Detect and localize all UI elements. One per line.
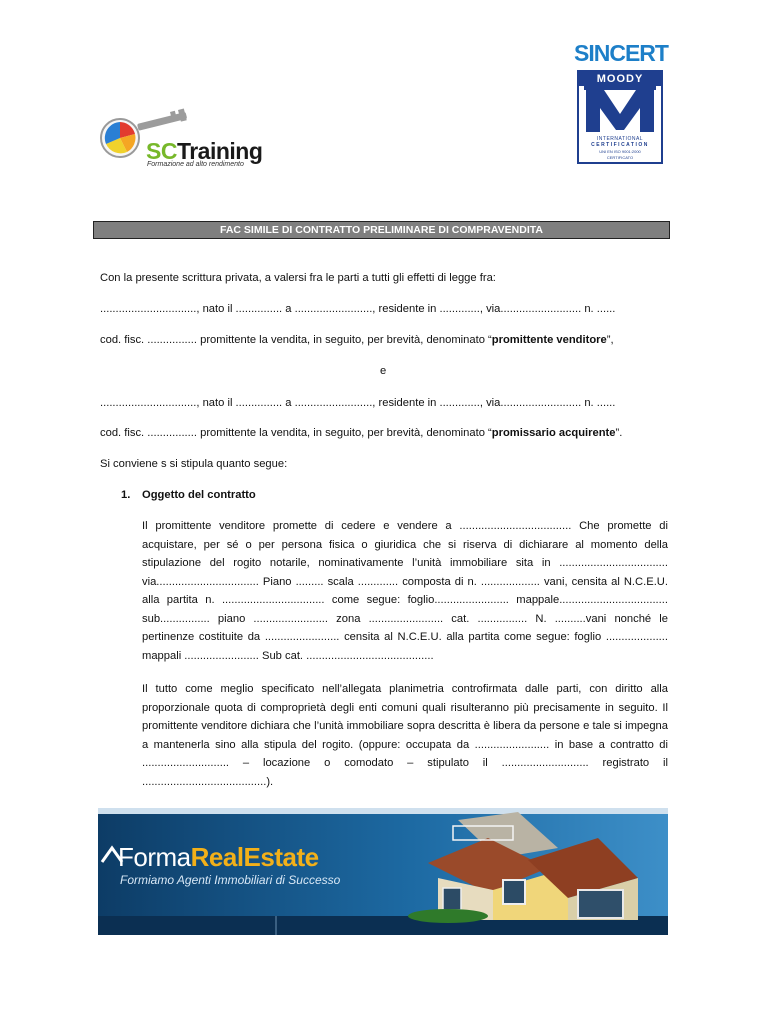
conjunction: e — [380, 365, 387, 377]
cert-line-standard: UNI EN ISO 9001:2000 — [599, 149, 641, 154]
party1-details: ..............................., nato il ............... a ........................., residente in ............., via.......................... n. ...... — [100, 303, 616, 315]
section-heading: Oggetto del contratto — [142, 489, 256, 501]
cert-line-certification: CERTIFICATION — [591, 142, 649, 148]
section-number: 1. — [121, 489, 131, 501]
sc-training-tagline: Formazione ad alto rendimento — [147, 161, 244, 168]
party2-tax-code: cod. fisc. ................ promittente la vendita, in seguito, per brevità, denominato “promissario acquirente”. — [100, 427, 623, 439]
party1-tax-code: cod. fisc. ................ promittente la vendita, in seguito, per brevità, denominato “promittente venditore”, — [100, 334, 614, 346]
sc-training-wordmark: SCTraining — [146, 138, 263, 164]
sincert-logo: SINCERT — [574, 40, 668, 66]
party2-details: ..............................., nato il ............... a ........................., residente in ............., via.......................... n. ...... — [100, 397, 616, 409]
intro-text: Con la presente scrittura privata, a valersi fra le parti a tutti gli effetti di legge fra: — [100, 272, 496, 284]
moody-label: MOODY — [579, 72, 661, 86]
banner-brand: FormaRealEstate — [118, 842, 319, 872]
section-paragraph-2: Il tutto come meglio specificato nell’allegata planimetria controfirmata dalle parti, con diritto alla proporzionale quota di comproprietà degli enti comuni quali risulteranno più precisamente in seguito. Il promittente venditore dichiara che l’unità immobiliare sopra descritta è libera da persone e tale si impegna a mantenerla sino alla stipula del rogito. (oppure: occupata da ........................ in base a contratto di ............................ – locazione o comodato – stipulato il ............................ registrato il ........................................). — [142, 683, 668, 788]
cert-line-certificate: CERTIFICATO — [606, 155, 634, 160]
cert-line-international: INTERNATIONAL — [596, 136, 644, 142]
document-title: FAC SIMILE DI CONTRATTO PRELIMINARE DI COMPRAVENDITA — [93, 221, 670, 239]
agreement-text: Si conviene s si stipula quanto segue: — [100, 458, 288, 470]
moody-m-icon — [584, 86, 656, 136]
banner-tagline: Formiamo Agenti Immobiliari di Successo — [120, 873, 341, 887]
section-paragraph-1: Il promittente venditore promette di cedere e vendere a .................................... Che promette di acquistare, per sé o per persona fisica o giuridica che si riserva di dichiarare al momento della stipulazione del rogito notarile, nominativamente l’unità immobiliare sita in ................................... via................................. Piano ......... scala ............. composta di n. ................... vani, censita al N.C.E.U. alla partita n. ................................. come segue: foglio........................ mappale................................... sub................ piano ........................ zona ........................ cat. ................ N. ..........vani nonché le pertinenze costituite da ........................ censita al N.C.E.U. alla partita come segue: foglio .................... mappali ........................ Sub cat. ......................................... — [142, 520, 668, 662]
